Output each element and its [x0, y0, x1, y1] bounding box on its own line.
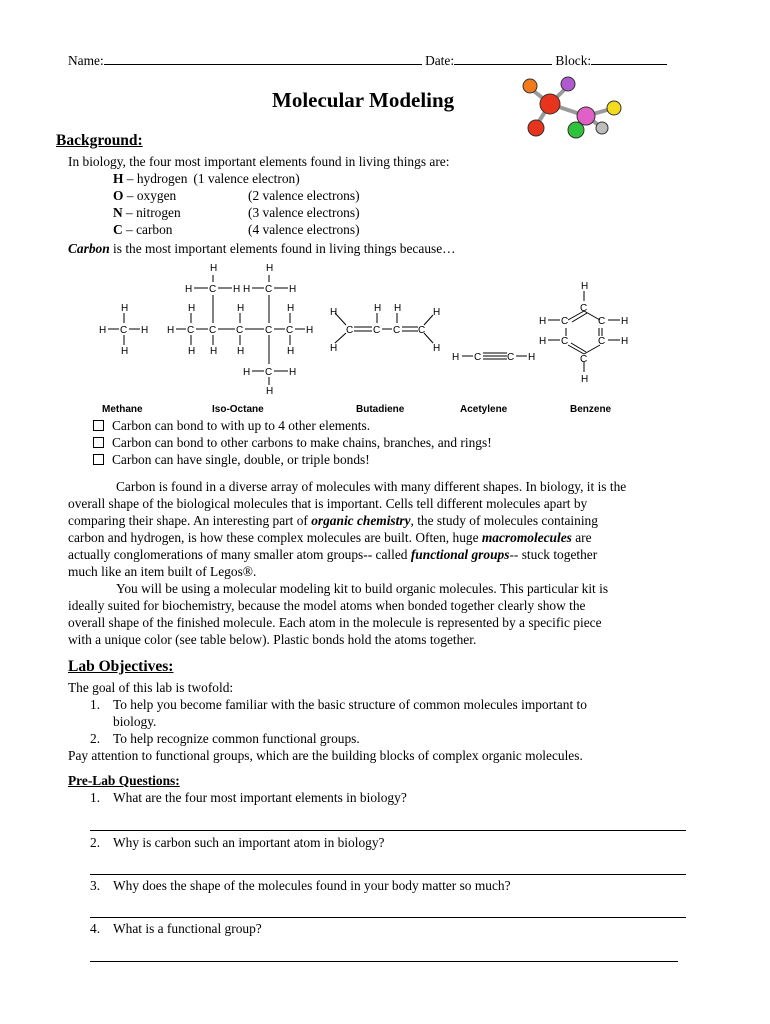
- checkbox-icon[interactable]: [93, 437, 104, 448]
- svg-text:C: C: [209, 284, 217, 295]
- carbon-sentence: Carbon is the most important elements found in living things because…: [68, 241, 456, 256]
- svg-text:H: H: [374, 303, 382, 314]
- background-intro: In biology, the four most important elements found in living things are:: [68, 154, 450, 169]
- svg-text:H: H: [210, 263, 218, 274]
- svg-text:H: H: [188, 303, 196, 314]
- svg-text:H: H: [141, 325, 149, 336]
- svg-text:C: C: [580, 354, 588, 365]
- element-list: [113, 170, 360, 238]
- svg-text:H: H: [289, 367, 297, 378]
- svg-text:H: H: [306, 325, 314, 336]
- benzene-label: Benzene: [570, 404, 612, 415]
- objectives-intro: The goal of this lab is twofold:: [68, 680, 234, 695]
- svg-text:H: H: [528, 352, 536, 363]
- svg-text:C: C: [209, 325, 217, 336]
- element-item: O – oxygen (2 valence electrons): [113, 188, 360, 203]
- svg-text:H: H: [289, 284, 297, 295]
- svg-text:C: C: [265, 367, 273, 378]
- block-field[interactable]: [591, 52, 667, 65]
- svg-text:C: C: [561, 316, 569, 327]
- svg-text:C: C: [265, 284, 273, 295]
- iso-octane-label: Iso-Octane: [212, 404, 264, 415]
- structural-formulas-diagram: [90, 258, 650, 418]
- svg-text:C: C: [236, 325, 244, 336]
- green-atom: [568, 122, 584, 138]
- svg-text:H: H: [433, 343, 441, 354]
- svg-text:H: H: [581, 374, 589, 385]
- objectives-list: [90, 696, 587, 747]
- svg-text:C: C: [418, 325, 426, 336]
- checkbox-icon[interactable]: [93, 454, 104, 465]
- methane-label: Methane: [102, 404, 143, 415]
- block-label: Block:: [555, 53, 592, 68]
- element-item: C – carbon (4 valence electrons): [113, 222, 360, 237]
- black-atom: [540, 94, 560, 114]
- checklist-item: Carbon can bond to with up to 4 other elements.: [93, 417, 492, 434]
- red-atom: [528, 120, 544, 136]
- page-title: Molecular Modeling: [272, 88, 455, 112]
- svg-text:H: H: [266, 263, 274, 274]
- svg-text:H: H: [621, 336, 629, 347]
- svg-text:H: H: [539, 336, 547, 347]
- svg-text:H: H: [233, 284, 241, 295]
- answer-line[interactable]: [90, 917, 686, 918]
- objectives-closing: Pay attention to functional groups, which are the building blocks of complex organic molecules.: [68, 748, 583, 763]
- element-item: H – hydrogen (1 valence electron): [113, 171, 300, 186]
- question-item: 1. What are the four most important elements in biology?: [90, 790, 407, 805]
- svg-text:C: C: [393, 325, 401, 336]
- svg-text:C: C: [373, 325, 381, 336]
- svg-text:C: C: [474, 352, 482, 363]
- carbon-checklist: [93, 417, 492, 468]
- checklist-item: Carbon can have single, double, or triple bonds!: [93, 451, 492, 468]
- molecule-model-image: [506, 72, 628, 142]
- svg-text:H: H: [121, 346, 129, 357]
- svg-text:H: H: [330, 343, 338, 354]
- answer-line[interactable]: [90, 830, 686, 831]
- svg-text:H: H: [121, 303, 129, 314]
- svg-text:H: H: [243, 367, 251, 378]
- svg-text:C: C: [598, 316, 606, 327]
- checklist-item: Carbon can bond to other carbons to make chains, branches, and rings!: [93, 434, 492, 451]
- svg-text:H: H: [210, 346, 218, 357]
- answer-line[interactable]: [90, 874, 686, 875]
- purple-atom: [561, 77, 575, 91]
- svg-text:C: C: [120, 325, 128, 336]
- svg-text:C: C: [286, 325, 294, 336]
- student-info-line: [68, 52, 667, 69]
- orange-atom: [523, 79, 537, 93]
- svg-text:C: C: [598, 336, 606, 347]
- svg-text:C: C: [580, 303, 588, 314]
- background-heading: Background:: [56, 132, 143, 149]
- pink-atom: [577, 107, 595, 125]
- acetylene-label: Acetylene: [460, 404, 508, 415]
- svg-text:H: H: [287, 303, 295, 314]
- list-item: 1. To help you become familiar with the basic structure of common molecules important to: [90, 697, 587, 712]
- name-field[interactable]: [104, 52, 422, 65]
- svg-text:H: H: [99, 325, 107, 336]
- yellow-atom: [607, 101, 621, 115]
- svg-text:H: H: [237, 346, 245, 357]
- question-item: 4. What is a functional group?: [90, 921, 262, 936]
- svg-text:H: H: [581, 281, 589, 292]
- svg-text:C: C: [561, 336, 569, 347]
- svg-text:C: C: [265, 325, 273, 336]
- butadiene-label: Butadiene: [356, 404, 405, 415]
- svg-text:H: H: [266, 386, 274, 397]
- answer-line[interactable]: [90, 961, 678, 962]
- checkbox-icon[interactable]: [93, 420, 104, 431]
- prelab-heading: Pre-Lab Questions:: [68, 773, 180, 788]
- svg-text:H: H: [452, 352, 460, 363]
- element-item: N – nitrogen (3 valence electrons): [113, 205, 360, 220]
- svg-text:H: H: [167, 325, 175, 336]
- grey-atom: [596, 122, 608, 134]
- svg-text:H: H: [330, 307, 338, 318]
- date-label: Date:: [425, 53, 455, 68]
- question-item: 3. Why does the shape of the molecules found in your body matter so much?: [90, 878, 511, 893]
- svg-text:H: H: [237, 303, 245, 314]
- svg-text:H: H: [188, 346, 196, 357]
- svg-text:H: H: [185, 284, 193, 295]
- name-label: Name:: [68, 53, 104, 68]
- svg-text:C: C: [507, 352, 515, 363]
- svg-text:C: C: [187, 325, 195, 336]
- svg-text:H: H: [287, 346, 295, 357]
- svg-text:H: H: [621, 316, 629, 327]
- svg-text:H: H: [243, 284, 251, 295]
- svg-text:H: H: [539, 316, 547, 327]
- objectives-heading: Lab Objectives:: [68, 658, 174, 675]
- list-item: biology.: [113, 714, 157, 729]
- date-field[interactable]: [454, 52, 552, 65]
- svg-text:C: C: [346, 325, 354, 336]
- question-item: 2. Why is carbon such an important atom in biology?: [90, 835, 385, 850]
- svg-text:H: H: [394, 303, 402, 314]
- list-item: 2. To help recognize common functional groups.: [90, 731, 360, 746]
- svg-text:H: H: [433, 307, 441, 318]
